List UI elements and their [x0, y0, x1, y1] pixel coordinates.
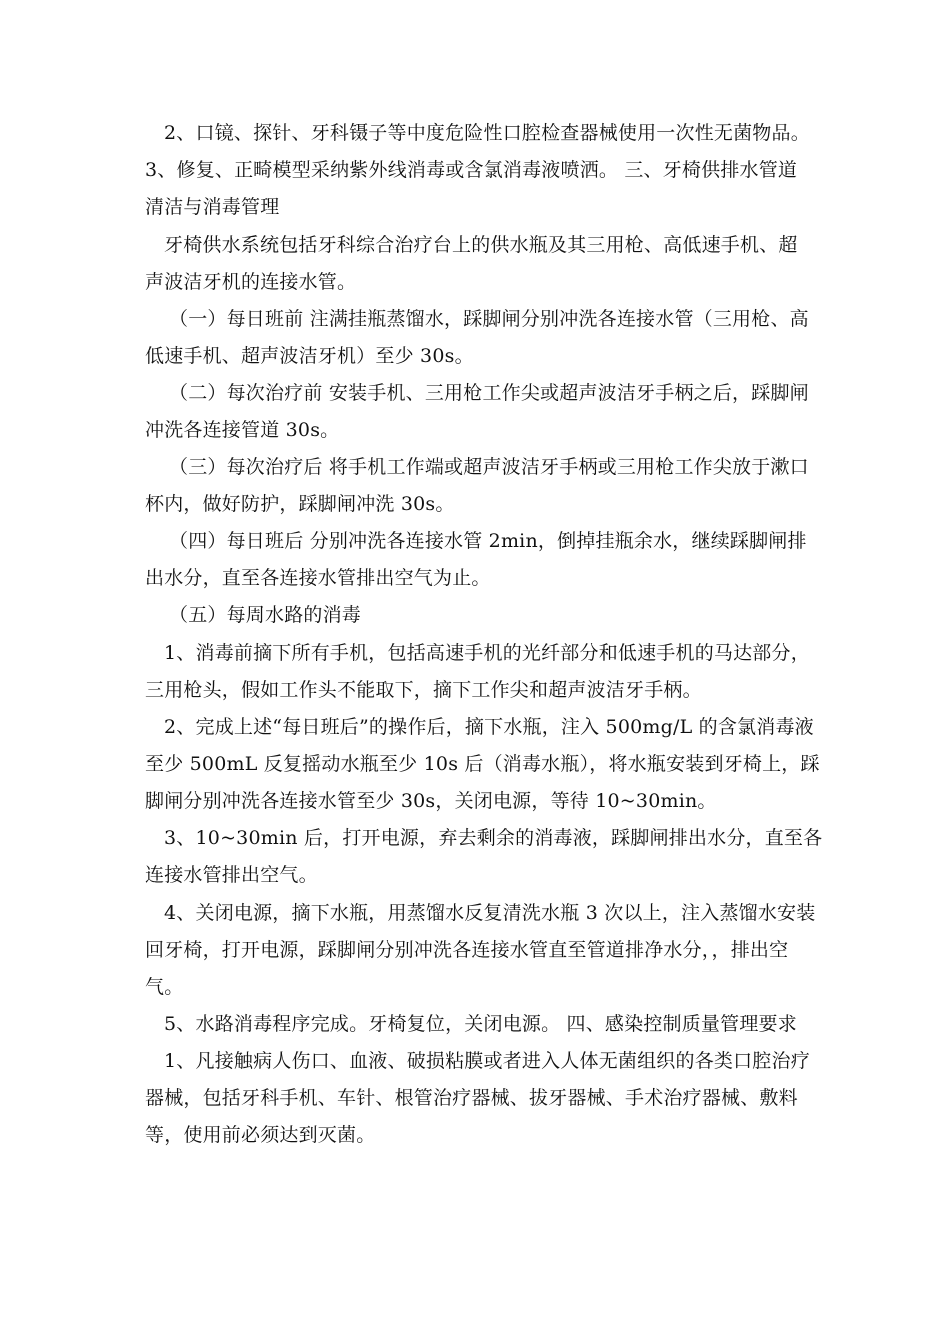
text-line: 2、口镜、探针、牙科镊子等中度危险性口腔检查器械使用一次性无菌物品。 — [164, 122, 810, 144]
text-line: 5、水路消毒程序完成。牙椅复位，关闭电源。 四、感染控制质量管理要求 — [164, 1013, 797, 1035]
text-line: 1、凡接触病人伤口、血液、破损粘膜或者进入人体无菌组织的各类口腔治疗 — [164, 1050, 810, 1072]
text-line: 低速手机、超声波洁牙机）至少 30s。 — [145, 345, 474, 367]
text-line: 连接水管排出空气。 — [145, 864, 318, 886]
text-line: 牙椅供水系统包括牙科综合治疗台上的供水瓶及其三用枪、高低速手机、超 — [164, 234, 798, 256]
text-line: （二）每次治疗前 安装手机、三用枪工作尖或超声波洁牙手柄之后，踩脚闸 — [169, 382, 809, 404]
text-line: 至少 500mL 反复摇动水瓶至少 10s 后（消毒水瓶），将水瓶安装到牙椅上，踩 — [145, 753, 820, 775]
text-line: （四）每日班后 分别冲洗各连接水管 2min，倒掉挂瓶余水，继续踩脚闸排 — [169, 530, 807, 552]
text-line: 1、消毒前摘下所有手机，包括高速手机的光纤部分和低速手机的马达部分， — [164, 642, 810, 664]
text-line: 回牙椅，打开电源，踩脚闸分别冲洗各连接水管直至管道排净水分，，排出空 — [145, 939, 789, 961]
text-line: 杯内，做好防护，踩脚闸冲洗 30s。 — [145, 493, 455, 515]
text-line: （五）每周水路的消毒 — [169, 604, 362, 626]
text-line: 清洁与消毒管理 — [145, 196, 280, 218]
text-line: （三）每次治疗后 将手机工作端或超声波洁牙手柄或三用枪工作尖放于漱口 — [169, 456, 809, 478]
text-line: 4、关闭电源，摘下水瓶，用蒸馏水反复清洗水瓶 3 次以上，注入蒸馏水安装 — [164, 902, 816, 924]
text-line: （一）每日班前 注满挂瓶蒸馏水，踩脚闸分别冲洗各连接水管（三用枪、高 — [169, 308, 809, 330]
text-line: 3、10~30min 后，打开电源，弃去剩余的消毒液，踩脚闸排出水分，直至各 — [164, 827, 823, 849]
text-line: 气。 — [145, 976, 184, 998]
text-line: 等，使用前必须达到灭菌。 — [145, 1124, 376, 1146]
text-line: 声波洁牙机的连接水管。 — [145, 271, 357, 293]
text-line: 3、修复、正畸模型采纳紫外线消毒或含氯消毒液喷洒。 三、牙椅供排水管道 — [145, 159, 798, 181]
text-line: 冲洗各连接管道 30s。 — [145, 419, 340, 441]
text-line: 出水分，直至各连接水管排出空气为止。 — [145, 567, 491, 589]
text-line: 脚闸分别冲洗各连接水管至少 30s，关闭电源，等待 10~30min。 — [145, 790, 717, 812]
text-line: 三用枪头，假如工作头不能取下，摘下工作尖和超声波洁牙手柄。 — [145, 679, 702, 701]
text-line: 器械，包括牙科手机、车针、根管治疗器械、拔牙器械、手术治疗器械、敷料 — [145, 1087, 798, 1109]
text-line: 2、完成上述“每日班后”的操作后，摘下水瓶，注入 500mg/L 的含氯消毒液 — [164, 716, 814, 738]
